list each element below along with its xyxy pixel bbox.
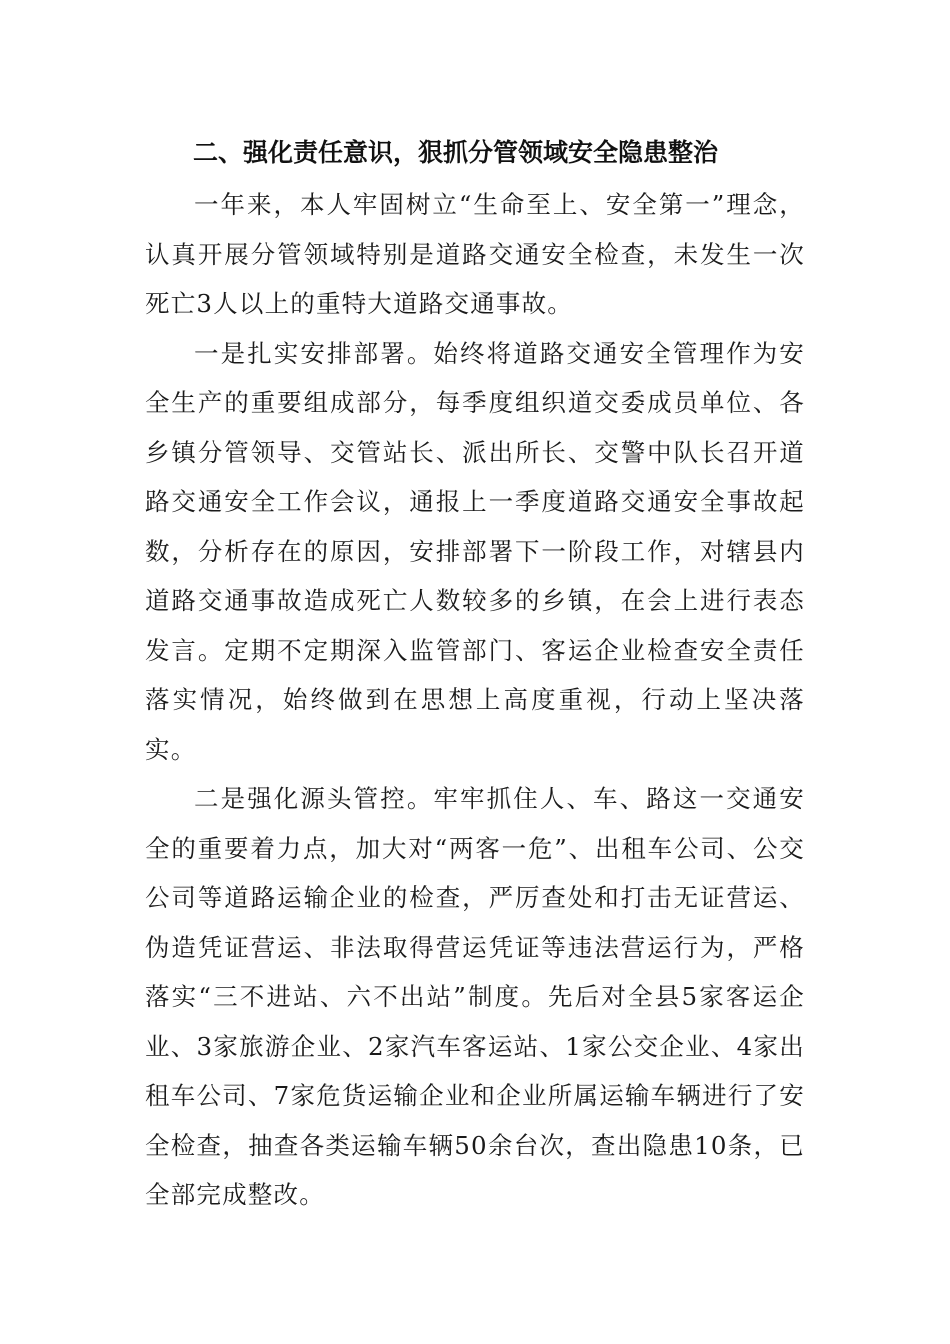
paragraph-intro: 一年来，本人牢固树立“生命至上、安全第一”理念，认真开展分管领域特别是道路交通安全检查，未发生一次死亡3人以上的重特大道路交通事故。 xyxy=(145,190,805,318)
body-text xyxy=(145,180,805,1220)
section-heading: 二、强化责任意识，狠抓分管领域安全隐患整治 xyxy=(193,138,719,167)
paragraph-deployment: 一是扎实安排部署。始终将道路交通安全管理作为安全生产的重要组成部分，每季度组织道交委成员单位、各乡镇分管领导、交管站长、派出所长、交警中队长召开道路交通安全工作会议，通报上一季度道路交通安全事故起数，分析存在的原因，安排部署下一阶段工作，对辖县内道路交通事故造成死亡人数较多的乡镇，在会上进行表态发言。定期不定期深入监管部门、客运企业检查安全责任落实情况，始终做到在思想上高度重视，行动上坚决落实。 xyxy=(145,338,805,764)
paragraph-source-control: 二是强化源头管控。牢牢抓住人、车、路这一交通安全的重要着力点，加大对“两客一危”、出租车公司、公交公司等道路运输企业的检查，严厉查处和打击无证营运、伪造凭证营运、非法取得营运凭证等违法营运行为，严格落实“三不进站、六不出站”制度。先后对全县5家客运企业、3家旅游企业、2家汽车客运站、1家公交企业、4家出租车公司、7家危货运输企业和企业所属运输车辆进行了安全检查，抽查各类运输车辆50余台次，查出隐患10条，已全部完成整改。 xyxy=(145,784,805,1209)
